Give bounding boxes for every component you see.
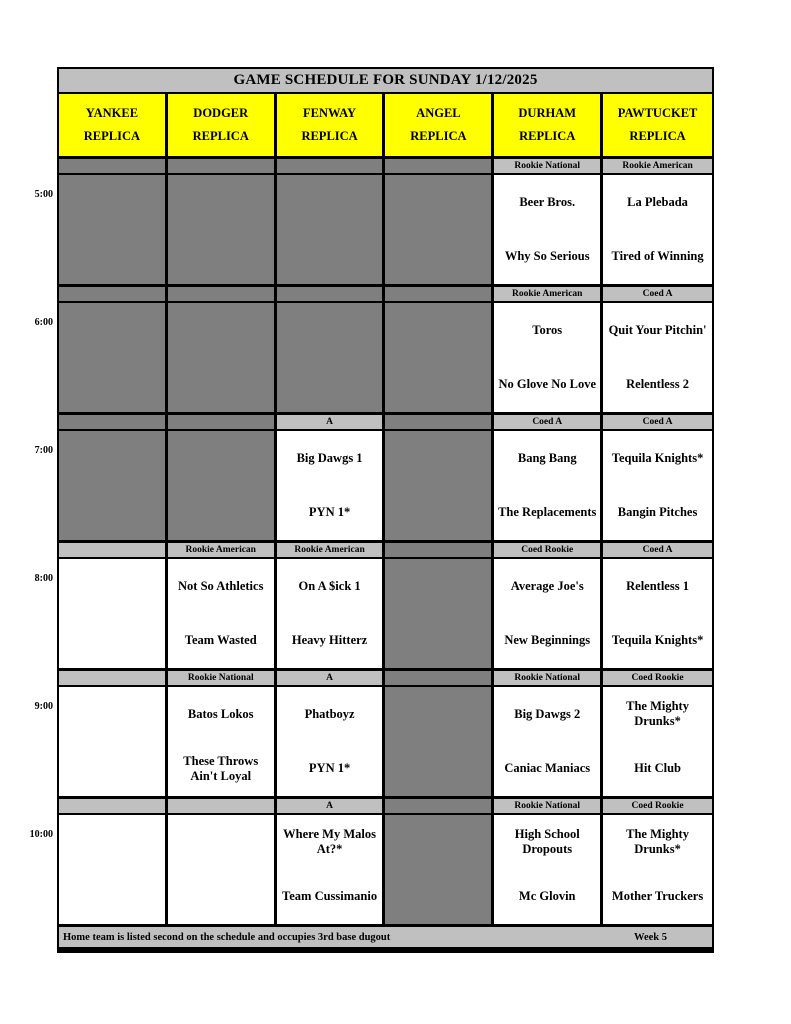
league-row [59,415,712,431]
game-cell [277,559,386,668]
game-cell [277,815,386,924]
visitor-team: On A $ick 1 [298,578,361,593]
league-label: Rookie American [603,159,712,173]
league-band-blocked [385,799,494,813]
visitor-team: Where My Malos At?* [283,827,376,857]
league-label: Rookie National [168,671,277,685]
game-cell [603,431,712,540]
league-row [59,543,712,559]
visitor-team: Relentless 1 [626,578,689,593]
game-row [59,559,712,671]
field-name: DODGER [193,105,249,120]
field-name: PAWTUCKET [617,105,698,120]
field-subtitle: REPLICA [629,129,686,144]
blocked-cell [59,431,168,540]
league-band-blocked [168,287,277,301]
blocked-cell [168,431,277,540]
league-label: Coed Rookie [603,799,712,813]
game-cell [168,687,277,796]
home-team: These Throws Ain't Loyal [183,753,259,783]
league-row [59,799,712,815]
league-label: Coed Rookie [494,543,603,557]
league-label: Coed A [494,415,603,429]
field-header-durham [494,94,603,156]
home-team: Mother Truckers [611,889,704,904]
home-team: Team Cussimanio [282,889,378,904]
league-label: Rookie National [494,159,603,173]
time-label: 5:00 [34,189,53,200]
home-team: PYN 1* [308,761,351,776]
visitor-team: High School Dropouts [514,827,580,857]
league-band-blocked [59,287,168,301]
league-band-empty [168,799,277,813]
league-band-blocked [385,543,494,557]
league-band-blocked [168,159,277,173]
visitor-team: Toros [532,322,563,337]
blocked-cell [385,431,494,540]
league-band-blocked [277,159,386,173]
game-cell [494,559,603,668]
time-label: 9:00 [34,701,53,712]
home-team: Relentless 2 [626,377,689,392]
visitor-team: Batos Lokos [187,706,254,721]
home-team: Mc Glovin [518,889,576,904]
field-subtitle: REPLICA [301,129,358,144]
field-header-angel [385,94,494,156]
visitor-team: Beer Bros. [519,194,576,209]
visitor-team: Big Dawgs 1 [296,450,363,465]
field-subtitle: REPLICA [519,129,576,144]
home-team: Tired of Winning [611,249,704,264]
game-cell [603,687,712,796]
league-band-empty [59,671,168,685]
home-team: Heavy Hitterz [291,633,368,648]
hour-blocks [29,159,712,927]
home-team: Hit Club [634,761,681,776]
league-row [59,159,712,175]
time-label: 8:00 [34,573,53,584]
time-label: 6:00 [34,317,53,328]
field-header-fenway [277,94,386,156]
field-subtitle: REPLICA [83,129,141,144]
empty-game-cell [59,687,168,796]
home-team: Bangin Pitches [617,505,698,520]
footer-row [59,927,712,947]
game-cell [603,303,712,412]
home-team: Why So Serious [504,249,590,264]
field-header-row [59,94,712,159]
league-band-empty [59,799,168,813]
league-label: A [277,415,386,429]
league-label: Coed A [603,287,712,301]
hour-block-700 [34,415,712,543]
footer-note: Home team is listed second on the schedule and occupies 3rd base dugout [63,931,391,943]
hour-block-600 [34,287,712,415]
field-name: FENWAY [303,105,357,120]
field-name: ANGEL [416,105,461,120]
blocked-cell [277,175,386,284]
time-label: 7:00 [34,445,53,456]
league-label: Rookie American [168,543,277,557]
league-row [59,287,712,303]
time-label: 10:00 [29,829,53,840]
game-cell [494,815,603,924]
week-label: Week 5 [634,931,667,943]
blocked-cell [385,815,494,924]
field-name: YANKEE [85,105,139,120]
league-band-blocked [385,671,494,685]
game-cell [494,431,603,540]
game-cell [494,687,603,796]
blocked-cell [168,303,277,412]
blocked-cell [168,175,277,284]
blocked-cell [385,559,494,668]
game-row [59,815,712,927]
hour-block-900 [34,671,712,799]
hour-block-500 [34,159,712,287]
game-cell [494,303,603,412]
empty-game-cell [168,815,277,924]
game-cell [494,175,603,284]
game-row [59,175,712,287]
field-header-dodger [168,94,277,156]
blocked-cell [59,175,168,284]
blocked-cell [277,303,386,412]
league-label: Rookie American [494,287,603,301]
game-cell [277,687,386,796]
home-team: Caniac Maniacs [504,761,591,776]
league-band-blocked [385,287,494,301]
game-row [59,431,712,543]
league-band-blocked [385,415,494,429]
visitor-team: Quit Your Pitchin' [608,322,707,337]
home-team: The Replacements [498,505,597,520]
field-subtitle: REPLICA [192,129,249,144]
schedule-title: GAME SCHEDULE FOR SUNDAY 1/12/2025 [59,69,712,94]
league-band-blocked [168,415,277,429]
league-label: A [277,799,386,813]
blocked-cell [385,687,494,796]
league-label: Rookie American [277,543,386,557]
league-band-blocked [385,159,494,173]
field-header-pawtucket [603,94,712,156]
field-subtitle: REPLICA [410,129,467,144]
league-label: Coed A [603,415,712,429]
home-team: New Beginnings [504,633,591,648]
hour-block-1000 [29,799,712,927]
blocked-cell [385,175,494,284]
blocked-cell [59,303,168,412]
empty-game-cell [59,815,168,924]
hour-block-800 [34,543,712,671]
field-name: DURHAM [518,105,577,120]
game-cell [277,431,386,540]
league-band-empty [59,543,168,557]
field-header-yankee [59,94,168,156]
visitor-team: Not So Athletics [178,578,264,593]
visitor-team: Big Dawgs 2 [514,706,581,721]
blocked-cell [385,303,494,412]
schedule-table [29,67,714,953]
game-row [59,303,712,415]
league-band-blocked [59,159,168,173]
visitor-team: Bang Bang [517,450,577,465]
game-cell [603,815,712,924]
game-cell [603,559,712,668]
home-team: No Glove No Love [498,377,596,392]
game-cell [168,559,277,668]
league-label: Rookie National [494,799,603,813]
game-row [59,687,712,799]
home-team: PYN 1* [308,505,351,520]
league-row [59,671,712,687]
visitor-team: La Plebada [627,194,688,209]
game-cell [603,175,712,284]
visitor-team: Phatboyz [304,706,355,721]
visitor-team: The Mighty Drunks* [626,827,689,857]
league-label: Rookie National [494,671,603,685]
league-band-blocked [59,415,168,429]
home-team: Team Wasted [184,633,257,648]
empty-game-cell [59,559,168,668]
league-band-blocked [277,287,386,301]
league-label: Coed A [603,543,712,557]
visitor-team: Average Joe's [510,578,584,593]
home-team: Tequila Knights* [611,633,704,648]
league-label: A [277,671,386,685]
visitor-team: The Mighty Drunks* [626,699,689,729]
visitor-team: Tequila Knights* [611,450,704,465]
league-label: Coed Rookie [603,671,712,685]
